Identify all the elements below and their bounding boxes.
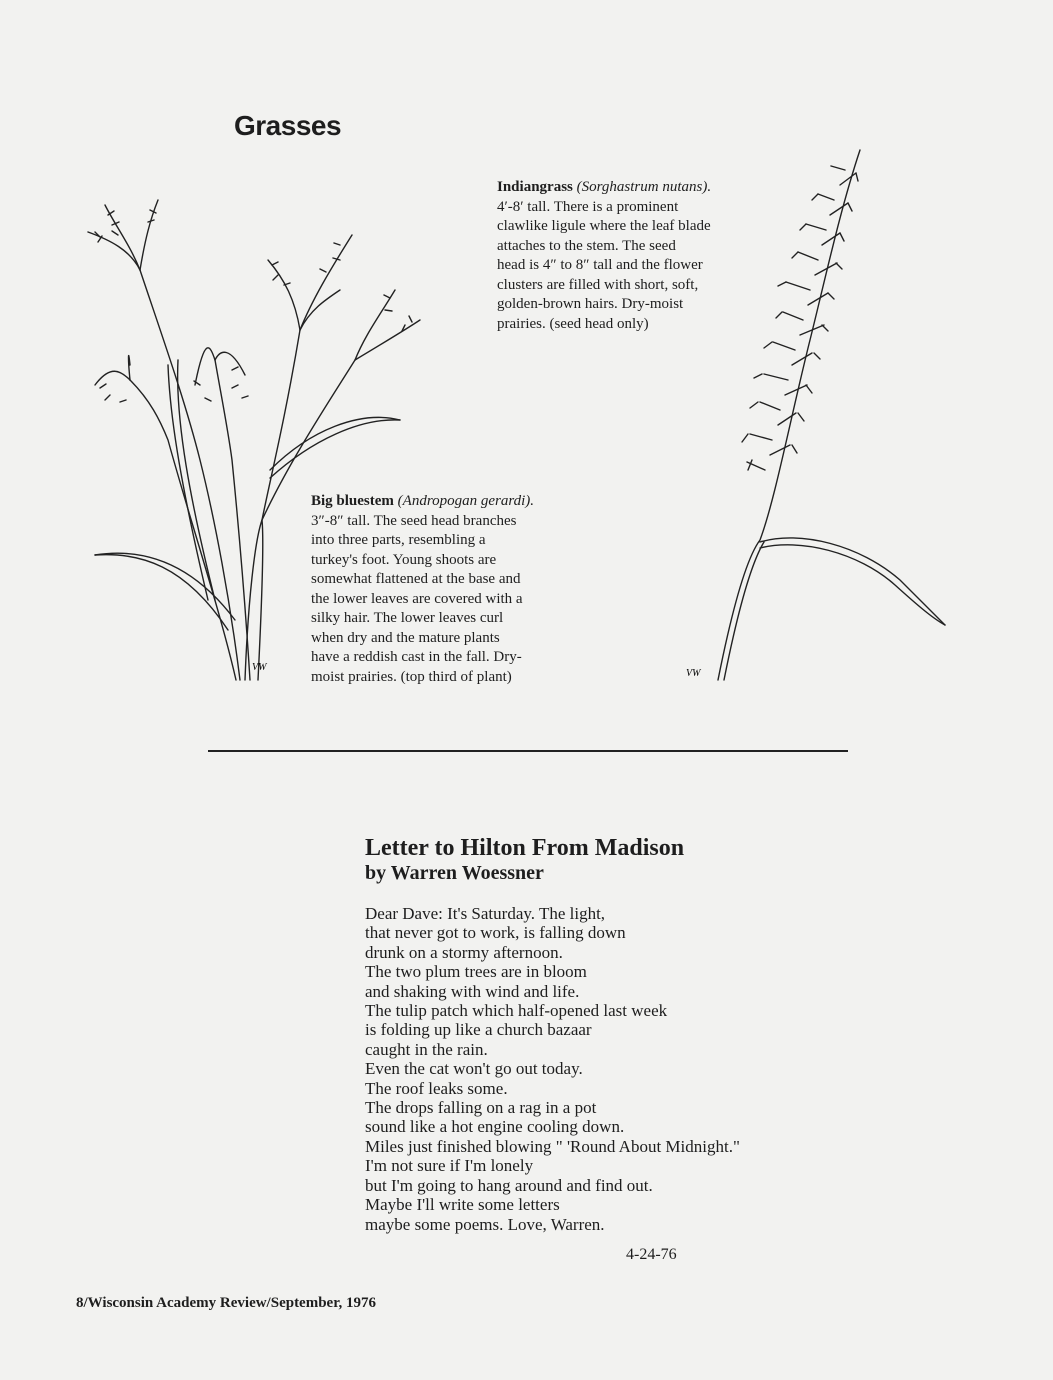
poem-line: Miles just finished blowing " 'Round About Midnight." (365, 1136, 740, 1156)
poem-title: Letter to Hilton From Madison (365, 835, 685, 861)
bluestem-caption (311, 492, 534, 687)
poem-line: but I'm going to hang around and find out. (365, 1175, 653, 1195)
caption-line: attaches to the stem. The seed (497, 237, 676, 254)
caption-line: clusters are filled with short, soft, (497, 276, 699, 293)
bluestem-heading-line (311, 492, 534, 512)
caption-line: the lower leaves are covered with a (311, 590, 523, 607)
page-footer: 8/Wisconsin Academy Review/September, 1976 (76, 1295, 376, 1311)
caption-line: have a reddish cast in the fall. Dry- (311, 649, 522, 665)
caption-line: turkey's foot. Young shoots are (311, 551, 497, 568)
poem-line: drunk on a stormy afternoon. (365, 942, 563, 962)
poem-date: 4-24-76 (626, 1246, 677, 1263)
indiangrass-drawing (718, 150, 945, 680)
caption-line: 4′-8′ tall. There is a prominent (497, 198, 679, 215)
poem-line: The roof leaks some. (365, 1078, 508, 1098)
section-title: Grasses (234, 110, 342, 141)
caption-line: 3″-8″ tall. The seed head branches (311, 512, 517, 529)
caption-line: into three parts, resembling a (311, 532, 486, 548)
poem-line: The drops falling on a rag in a pot (365, 1098, 597, 1118)
caption-line: prairies. (seed head only) (497, 315, 649, 332)
poem-line: sound like a hot engine cooling down. (365, 1117, 625, 1137)
caption-line: when dry and the mature plants (311, 629, 500, 646)
poem-line: and shaking with wind and life. (365, 981, 580, 1001)
poem-line: Dear Dave: It's Saturday. The light, (365, 904, 606, 923)
caption-line: golden-brown hairs. Dry-moist (497, 296, 684, 312)
bluestem-common-name: Big bluestem (311, 493, 394, 509)
poem-line: caught in the rain. (365, 1039, 488, 1059)
poem-author: by Warren Woessner (365, 862, 544, 884)
poem-line: The two plum trees are in bloom (365, 962, 587, 982)
bluestem-scientific-name: (Andropogan gerardi). (397, 493, 535, 509)
poem-line: maybe some poems. Love, Warren. (365, 1214, 605, 1234)
poem-line: Even the cat won't go out today. (365, 1059, 583, 1079)
bluestem-illustrator-initials: VW (252, 662, 267, 673)
caption-line: silky hair. The lower leaves curl (311, 610, 504, 626)
section-divider (208, 750, 848, 752)
poem-line: Maybe I'll write some letters (365, 1195, 560, 1215)
poem-body (365, 904, 740, 1234)
indiangrass-illustrator-initials: VW (686, 668, 701, 679)
poem-line: is folding up like a church bazaar (365, 1020, 592, 1040)
poem-line: The tulip patch which half-opened last week (365, 1001, 668, 1021)
indiangrass-caption (497, 178, 711, 334)
caption-line: head is 4″ to 8″ tall and the flower (497, 257, 703, 273)
caption-line: clawlike ligule where the leaf blade (497, 218, 711, 234)
indiangrass-scientific-name: (Sorghastrum nutans). (576, 179, 712, 195)
indiangrass-common-name: Indiangrass (497, 179, 573, 195)
caption-line: moist prairies. (top third of plant) (311, 668, 512, 685)
poem-line: I'm not sure if I'm lonely (365, 1156, 534, 1176)
poem-line: that never got to work, is falling down (365, 923, 626, 943)
indiangrass-heading-line (497, 178, 711, 198)
caption-line: somewhat flattened at the base and (311, 571, 521, 587)
